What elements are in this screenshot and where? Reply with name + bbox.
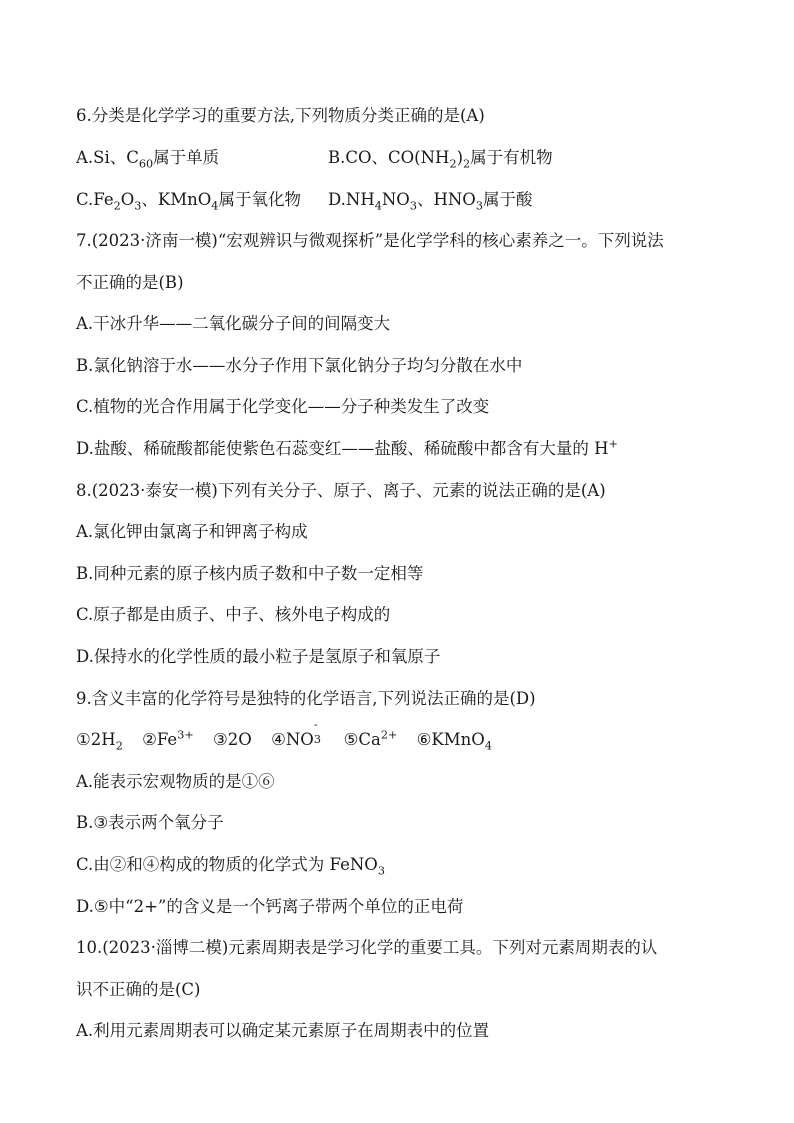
q7-option-d: D.盐酸、稀硫酸都能使紫色石蕊变红——盐酸、稀硫酸中都含有大量的 H+ xyxy=(76,437,618,458)
q8-option-d: D.保持水的化学性质的最小粒子是氢原子和氧原子 xyxy=(76,647,441,666)
q9-symbol-1: $①2H_2$ xyxy=(76,730,123,753)
q10-option-a: A.利用元素周期表可以确定某元素原子在周期表中的位置 xyxy=(76,1021,490,1040)
q7-option-b: B.氯化钠溶于水——水分子作用下氯化钠分子均匀分散在水中 xyxy=(76,356,523,375)
q6-option-a: A.Si、$C_{60}$属于单质 xyxy=(76,148,220,171)
q7-stem-line-2: 不正确的是(B) xyxy=(76,273,184,292)
q8-option-a: A.氯化钾由氯离子和钾离子构成 xyxy=(76,522,308,541)
q9-symbol-4: ④NO - 3 xyxy=(271,718,321,749)
q9-symbol-3: ③2O xyxy=(212,730,252,749)
q6-option-c: $C.Fe_2O_3$、KMnO$_4$属于氧化物 xyxy=(76,190,301,213)
q8-option-c: C.原子都是由质子、中子、核外电子构成的 xyxy=(76,605,391,624)
q6-options-row-1 xyxy=(76,143,754,173)
q8-option-b: B.同种元素的原子核内质子数和中子数一定相等 xyxy=(76,564,424,583)
q6-option-d: $D.NH_4NO_3$、$HNO_3$属于酸 xyxy=(328,190,533,213)
q9-option-d: D.⑤中“2+”的含义是一个钙离子带两个单位的正电荷 xyxy=(76,897,464,916)
q9-symbol-5: $⑤Ca^{2+}$ xyxy=(343,728,398,749)
q8-stem: 8.(2023·泰安一模)下列有关分子、原子、离子、元素的说法正确的是(A) xyxy=(76,481,606,500)
q10-stem-line-1: 10.(2023·淄博二模)元素周期表是学习化学的重要工具。下列对元素周期表的认 xyxy=(76,938,658,957)
q7-stem-line-1: 7.(2023·济南一模)“宏观辨识与微观探析”是化学学科的核心素养之一。下列说法 xyxy=(76,231,664,250)
q9-option-a: A.能表示宏观物质的是①⑥ xyxy=(76,772,275,791)
q9-option-b: B.③表示两个氧分子 xyxy=(76,813,224,832)
q9-stem: 9.含义丰富的化学符号是独特的化学语言,下列说法正确的是(D) xyxy=(76,689,536,708)
q6-option-b: B.CO、$CO(NH_2)_2$属于有机物 xyxy=(328,148,553,171)
q6-options-row-2 xyxy=(76,185,754,215)
q9-symbols xyxy=(76,718,754,755)
q10-stem-line-2: 识不正确的是(C) xyxy=(76,980,201,999)
q7-option-a: A.干冰升华——二氧化碳分子间的间隔变大 xyxy=(76,314,391,333)
q6-stem: 6.分类是化学学习的重要方法,下列物质分类正确的是(A) xyxy=(76,106,485,125)
q9-symbol-2: $②Fe^{3+}$ xyxy=(142,728,194,749)
q9-symbol-6: ⑥KMnO$_4$ xyxy=(416,730,492,753)
q7-option-c: C.植物的光合作用属于化学变化——分子种类发生了改变 xyxy=(76,397,490,416)
q9-option-c: C.由②和④构成的物质的化学式为 FeNO$_3$ xyxy=(76,855,385,878)
